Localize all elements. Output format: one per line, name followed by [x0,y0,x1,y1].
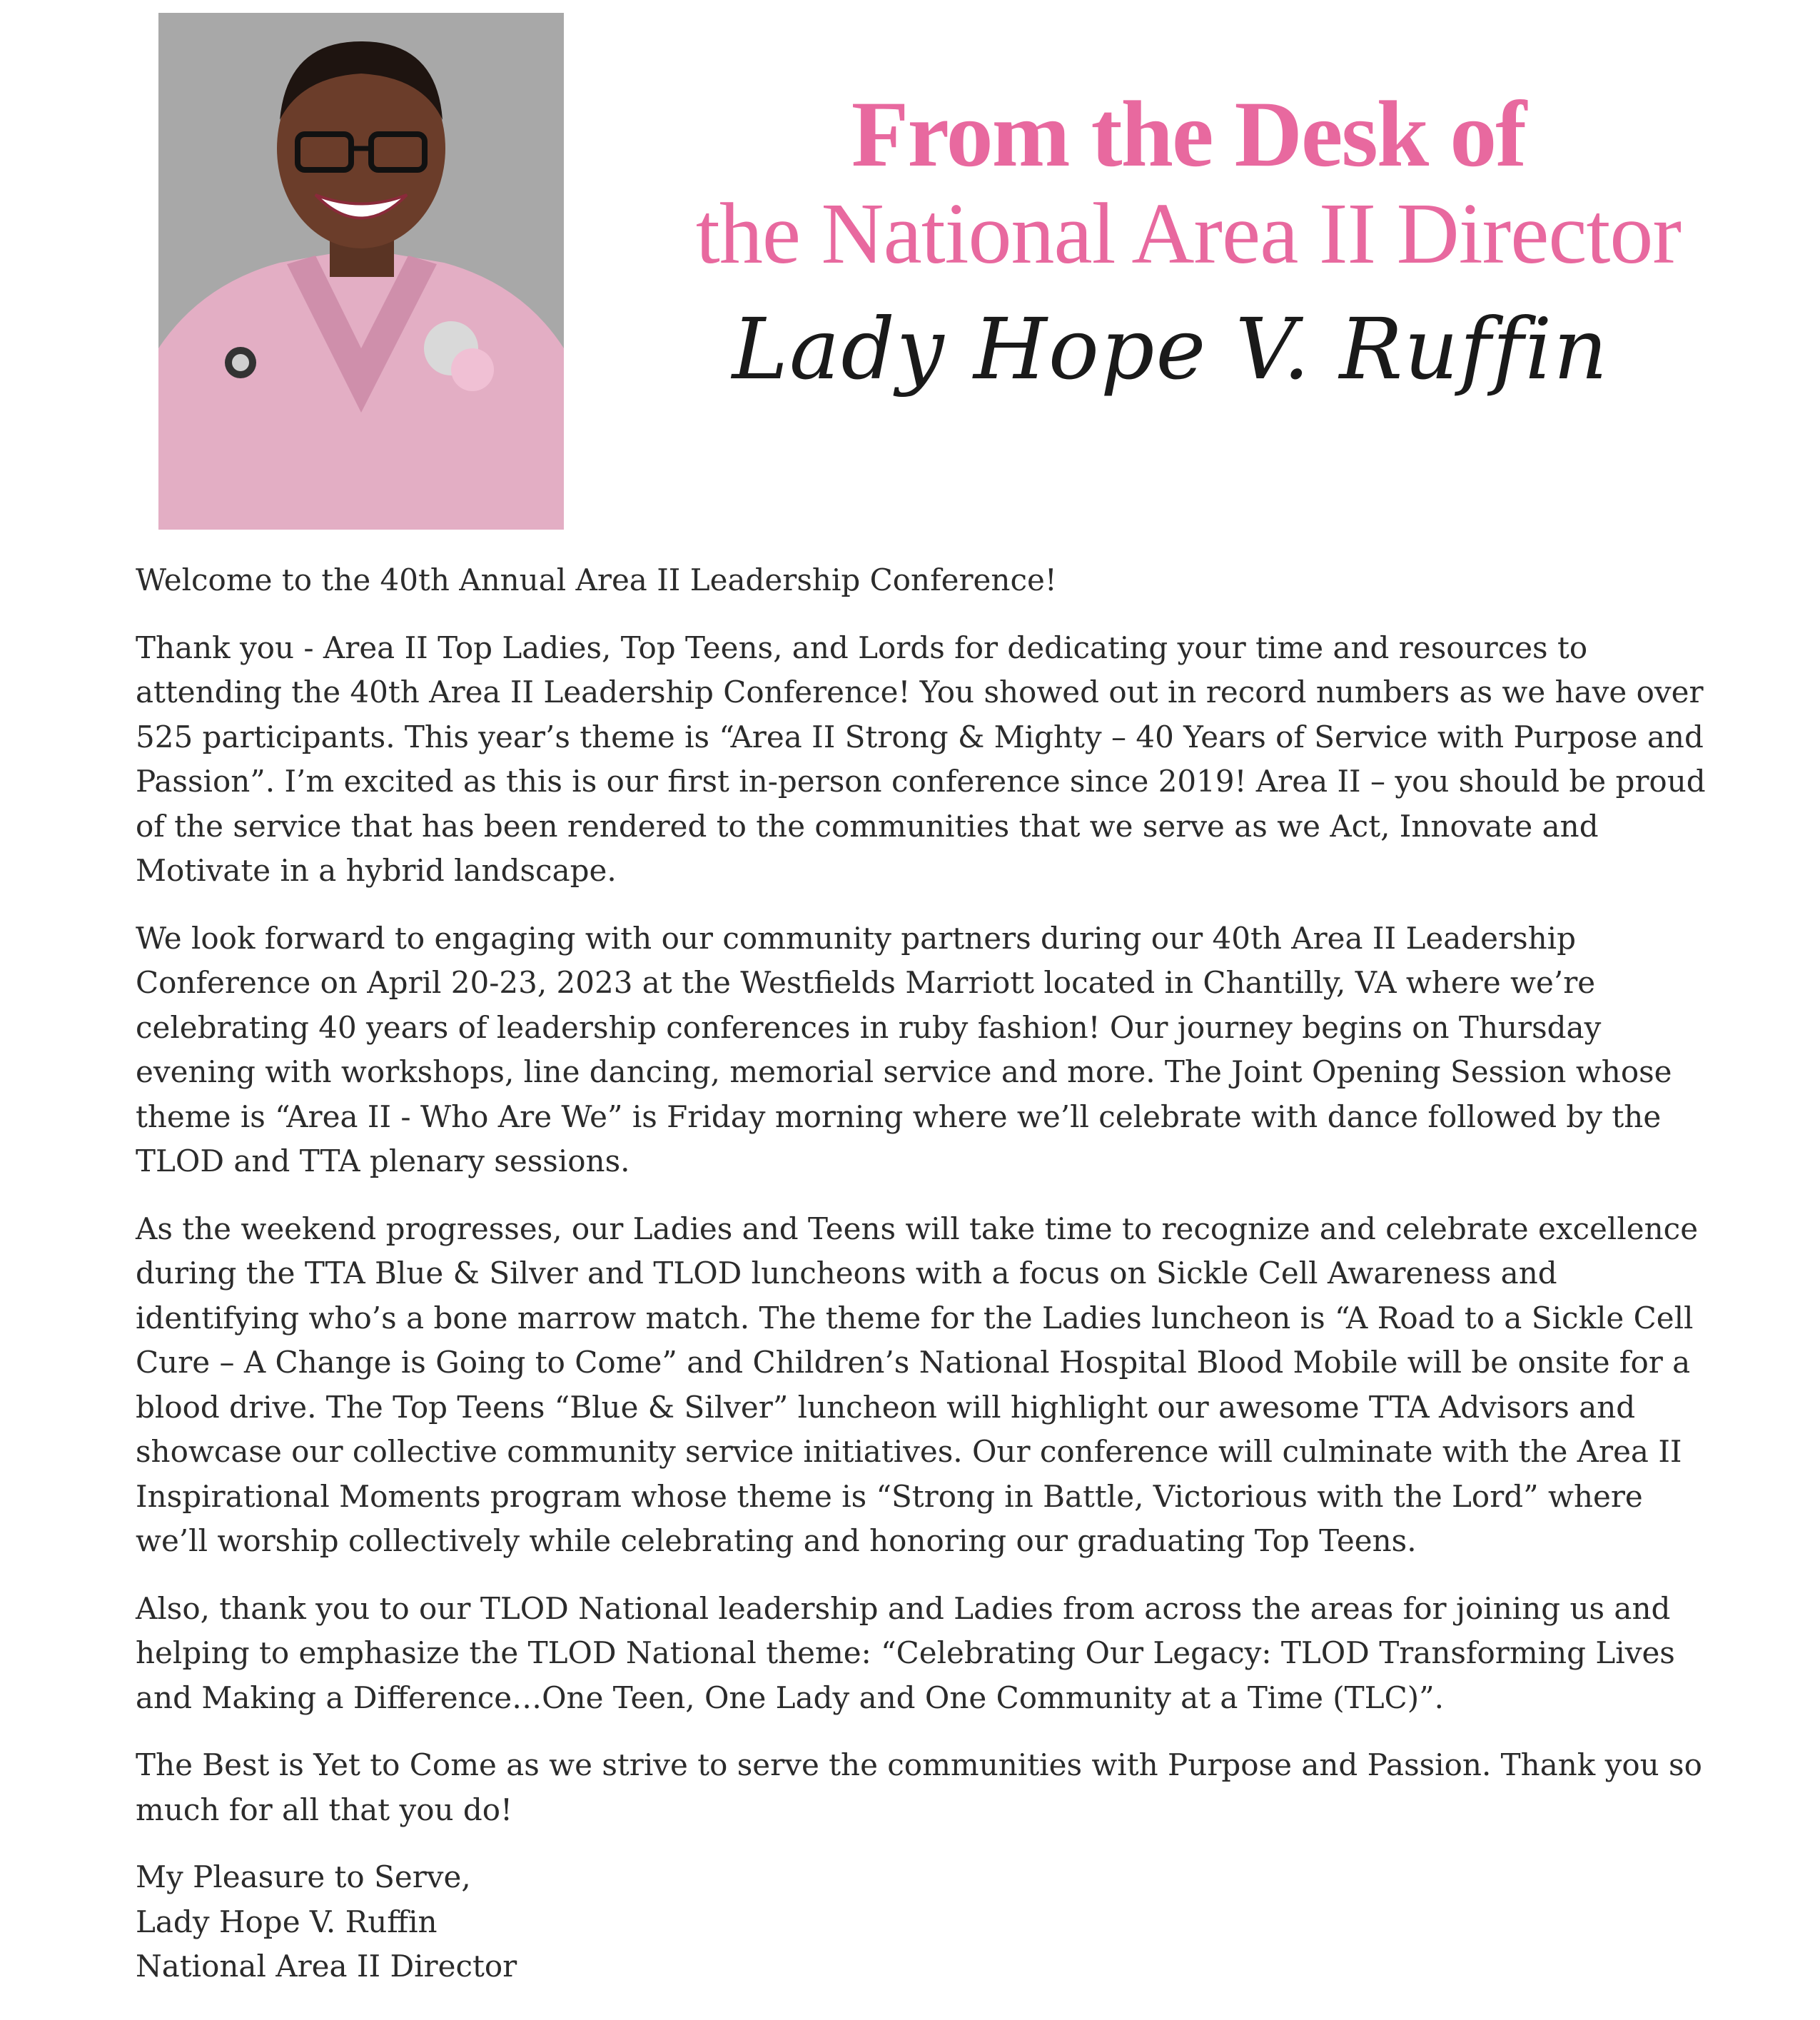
letter-body [136,558,1709,1989]
letter-closing [136,1855,1709,1989]
paragraph-best-yet: The Best is Yet to Come as we strive to serve the communities with Purpose and Passion. Thank you so much for all that you do! [136,1747,1702,1827]
heading-line-1: From the Desk of [851,81,1526,186]
closing-role: National Area II Director [136,1949,517,1984]
valediction: My Pleasure to Serve, [136,1859,471,1894]
paragraph-national-theme: Also, thank you to our TLOD National leadership and Ladies from across the areas for joining us and helping to emphasize the TLOD National theme: “Celebrating Our Legacy: TLOD Transforming Lives and Making a Difference…One Teen, One Lady and One Community at a Time (TLC)”. [136,1590,1675,1715]
director-portrait-photo [158,13,564,530]
page-heading [621,81,1756,284]
paragraph-weekend: As the weekend progresses, our Ladies and Teens will take time to recognize and celebrate excellence during the TTA Blue & Silver and TLOD luncheons with a focus on Sickle Cell Awareness and identifying who’s a bone marrow match. The theme for the Ladies luncheon is “A Road to a Sickle Cell Cure – A Change is Going to Come” and Children’s National Hospital Blood Mobile will be onsite for a blood drive. The Top Teens “Blue & Silver” luncheon will highlight our awesome TTA Advisors and showcase our collective community service initiatives. Our conference will culminate with the Area II Inspirational Moments program whose theme is “Strong in Battle, Victorious with the Lord” where we’ll worship collectively while celebrating and honoring our graduating Top Teens. [136,1211,1699,1558]
heading-line-2: the National Area II Director [695,186,1682,282]
closing-name: Lady Hope V. Ruffin [136,1904,438,1939]
greeting: Welcome to the 40th Annual Area II Leadership Conference! [136,562,1057,597]
paragraph-thank-you: Thank you - Area II Top Ladies, Top Teens, and Lords for dedicating your time and resources to attending the 40th Area II Leadership Conference! You showed out in record numbers as we have over 525 participants. This year’s theme is “Area II Strong & Mighty – 40 Years of Service with Purpose and Passion”. I’m excited as this is our first in-person conference since 2019! Area II – you should be proud of the service that has been rendered to the communities that we serve as we Act, Innovate and Motivate in a hybrid landscape. [136,630,1706,888]
paragraph-conference-details: We look forward to engaging with our community partners during our 40th Area II Leadership Conference on April 20-23, 2023 at the Westfields Marriott located in Chantilly, VA where we’re celebrating 40 years of leadership conferences in ruby fashion! Our journey begins on Thursday evening with workshops, line dancing, memorial service and more. The Joint Opening Session whose theme is “Area II - Who Are We” is Friday morning where we’ll celebrate with dance followed by the TLOD and TTA plenary sessions. [136,920,1672,1178]
director-signature: Lady Hope V. Ruffin [732,300,1609,398]
